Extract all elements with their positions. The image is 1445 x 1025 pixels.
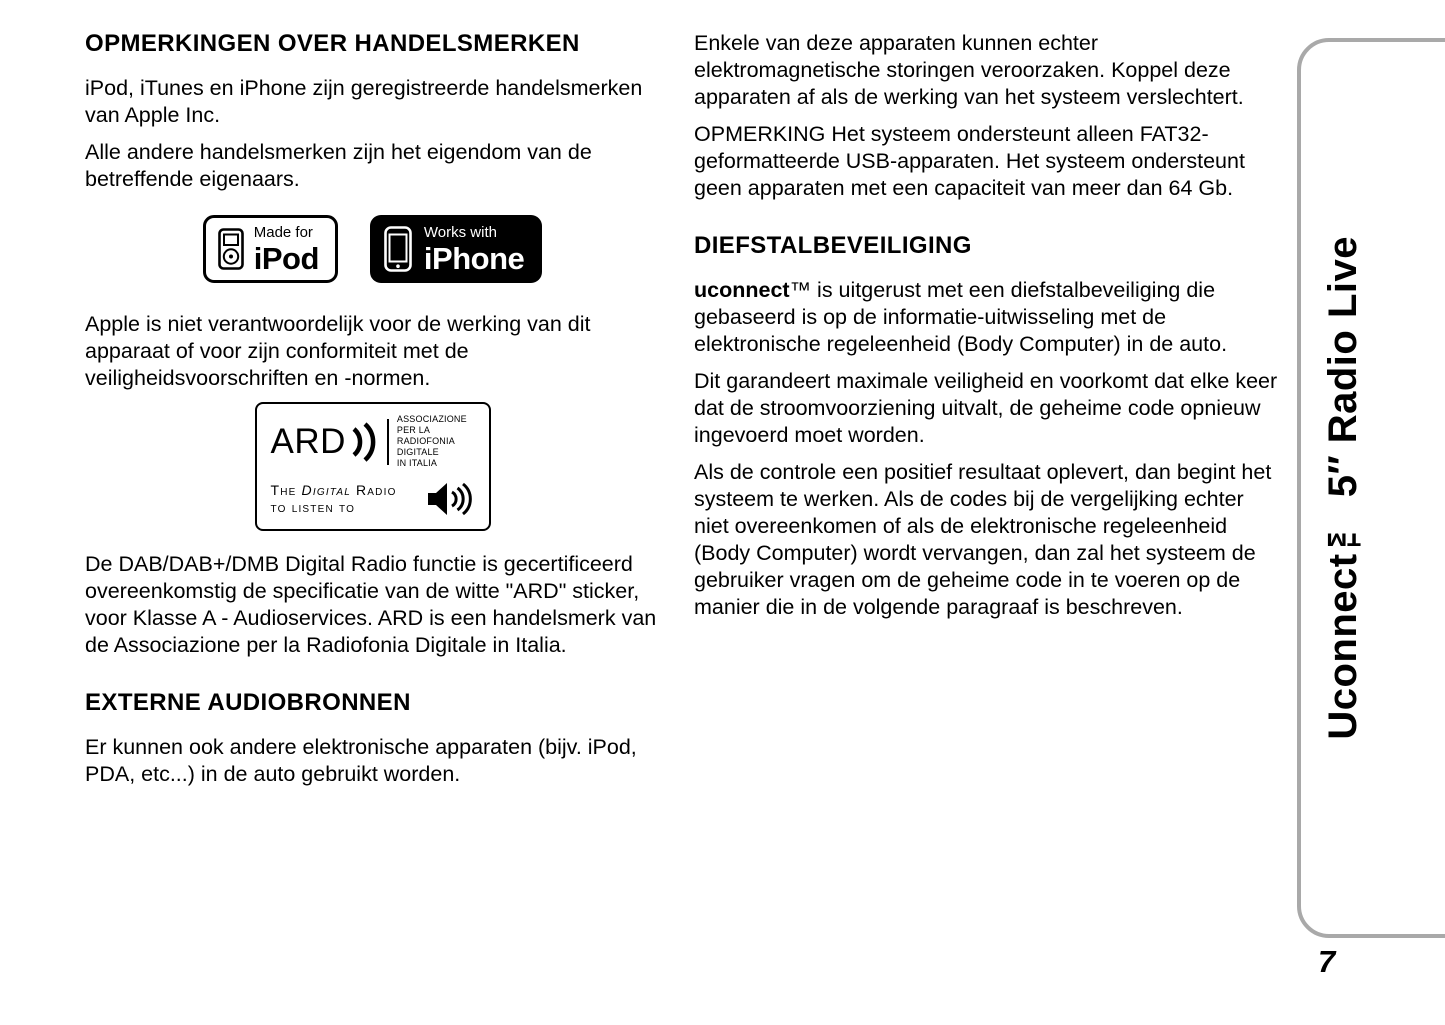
para-dab-certification: De DAB/DAB+/DMB Digital Radio functie is gecertificeerd overeenkomstig de specificatie van de witte "ARD" sticker, voor Klasse A - Audioservices. ARD is een handelsmerk van de Associazione per la Radiofonia Digitale in Italia. <box>85 552 657 657</box>
para-apple-disclaimer: Apple is niet verantwoordelijk voor de werking van dit apparaat of voor zijn conformiteit met de veiligheidsvoorschriften en -normen. <box>85 312 591 390</box>
ard-tagline-line2: to listen to <box>270 499 356 515</box>
ard-association-line: ASSOCIAZIONE <box>396 414 467 424</box>
tagline-word: Digital <box>301 482 351 498</box>
ard-tagline <box>271 482 402 516</box>
ard-divider <box>387 419 389 465</box>
chapter-title-vertical: Uconnect™ 5″ Radio Live <box>1321 236 1365 740</box>
uconnect-wordmark: uconnect <box>694 278 790 302</box>
apple-badges-row <box>85 215 660 283</box>
radio-waves-icon <box>349 418 379 466</box>
ard-digital-radio-logo <box>255 402 491 531</box>
ipod-icon <box>218 228 244 270</box>
para-theft-intro-rest: is uitgerust met een diefstalbeveiliging die gebaseerd is op de informatie-uitwisseling met de elektronische regeleenheid (Body Computer) in de auto. <box>694 278 1228 356</box>
chapter-sidebar-tab <box>1297 38 1445 938</box>
works-with-iphone-badge <box>370 215 542 283</box>
para-external-devices: Er kunnen ook andere elektronische apparaten (bijv. iPod, PDA, etc...) in de auto gebruikt worden. <box>85 735 637 786</box>
para-other-trademarks: Alle andere handelsmerken zijn het eigendom van de betreffende eigenaars. <box>85 140 592 191</box>
ard-association-line: PER LA <box>396 425 431 435</box>
page-number: 7 <box>1318 944 1336 979</box>
ard-association-line: RADIOFONIA DIGITALE <box>396 436 455 457</box>
badge-line-large: iPhone <box>423 240 525 276</box>
ard-association-text <box>397 414 477 469</box>
para-theft-intro <box>694 277 1278 358</box>
badge-text <box>254 225 319 274</box>
external-sources-heading: EXTERNE AUDIOBRONNEN <box>85 689 411 716</box>
made-for-ipod-badge <box>203 215 338 283</box>
theft-protection-heading: DIEFSTALBEVEILIGING <box>694 232 972 259</box>
para-theft-guarantee: Dit garandeert maximale veiligheid en voorkomt dat elke keer dat de stroomvoorziening uitvalt, de geheime code opnieuw ingevoerd moet worden. <box>694 369 1278 447</box>
iphone-icon <box>384 226 412 272</box>
badge-line-small: Made for <box>253 223 313 241</box>
speaker-icon <box>425 479 473 519</box>
trademarks-heading: OPMERKINGEN OVER HANDELSMERKEN <box>85 30 580 57</box>
para-theft-check: Als de controle een positief resultaat oplevert, dan begint het systeem te werken. Als de codes bij de vergelijking echter niet overeenkomen of als de elektronische regeleenheid (Body Computer) wordt vervangen, dan zal het systeem de gebruiker vragen om de geheime code in te voeren op de manier die in de volgende paragraaf is beschreven. <box>694 460 1272 619</box>
para-usb-note: OPMERKING Het systeem ondersteunt alleen FAT32-geformatteerde USB-apparaten. Het systeem ondersteunt geen apparaten met een capaciteit van meer dan 64 Gb. <box>694 122 1245 200</box>
right-column <box>694 30 1278 631</box>
badge-text <box>424 225 524 274</box>
ard-tagline-line1 <box>271 482 402 498</box>
tagline-word: Radio <box>356 482 397 498</box>
ard-wordmark: ARD <box>270 422 346 461</box>
para-interference: Enkele van deze apparaten kunnen echter elektromagnetische storingen veroorzaken. Koppel deze apparaten af als de werking van het systeem verslechtert. <box>694 31 1244 109</box>
badge-line-small: Works with <box>423 223 497 241</box>
ard-logo-top <box>271 414 477 469</box>
ard-association-line: IN ITALIA <box>396 458 438 468</box>
tagline-word: The <box>270 482 297 498</box>
trademark-symbol: ™ <box>789 278 812 302</box>
para-apple-trademarks: iPod, iTunes en iPhone zijn geregistreerde handelsmerken van Apple Inc. <box>85 76 643 127</box>
left-column <box>85 30 660 798</box>
badge-line-large: iPod <box>253 240 319 276</box>
ard-logo-bottom <box>271 479 477 519</box>
